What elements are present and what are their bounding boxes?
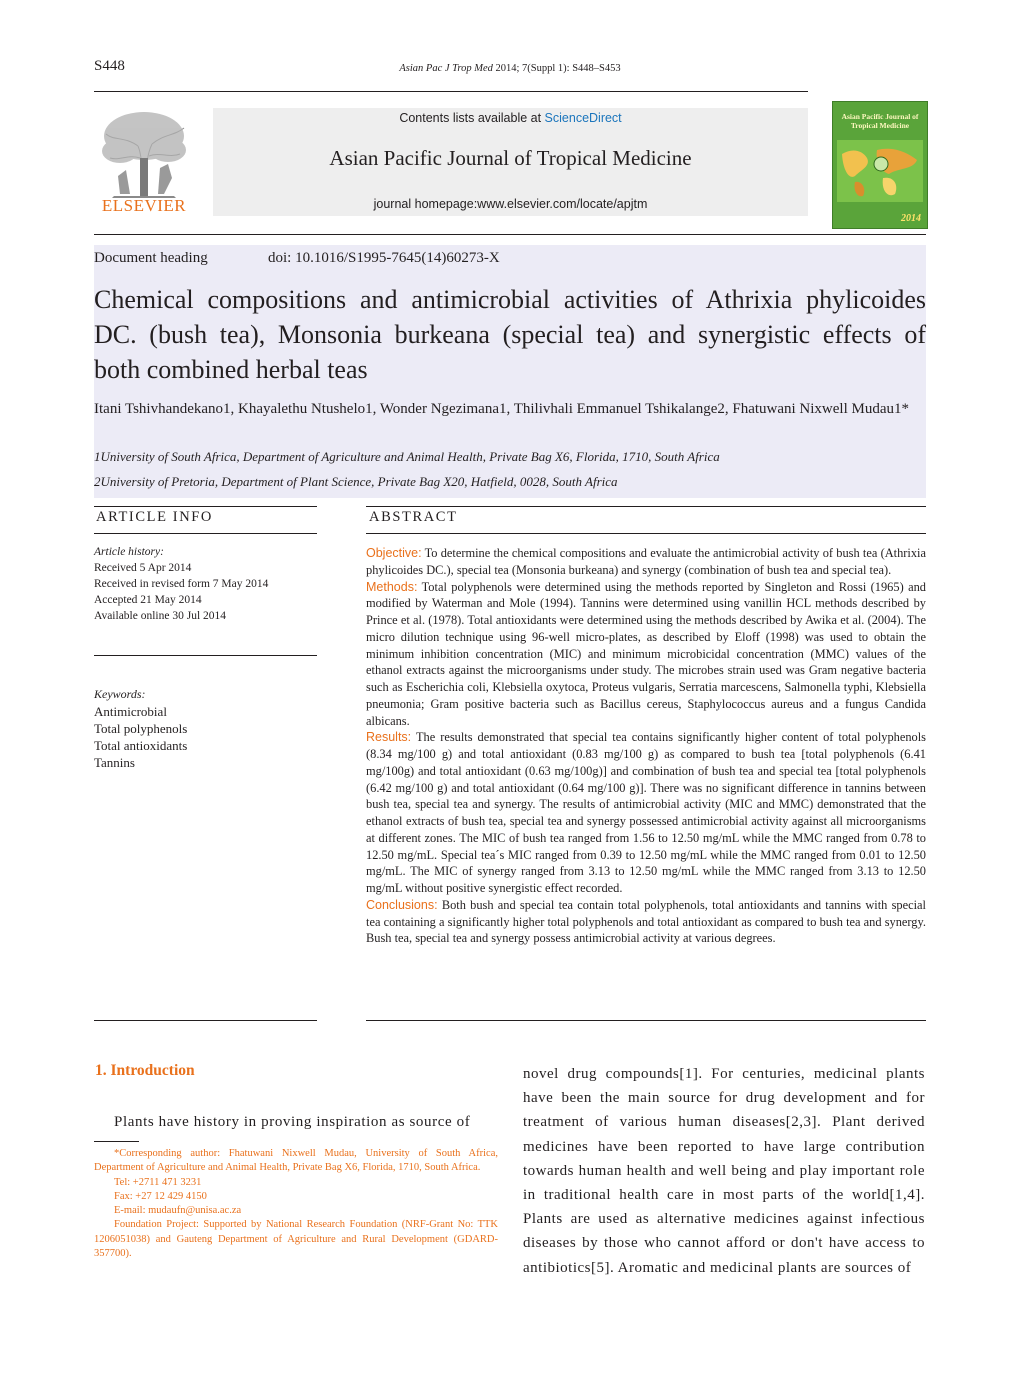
keywords bbox=[94, 686, 317, 771]
corresponding-author-note: *Corresponding author: Fhatuwani Nixwell Mudau, University of South Africa, Department of Agriculture and Animal Health, Private Bag X6, Florida, 1710, South Africa. bbox=[94, 1148, 498, 1174]
title-line-2: DC. (bush tea), Monsonia burkeana (special tea) and synergistic effects of bbox=[94, 320, 926, 349]
revised-date: Received in revised form 7 May 2014 bbox=[94, 578, 269, 590]
footnote-fax: Fax: +27 12 429 4150 bbox=[114, 1190, 207, 1202]
elsevier-wordmark: ELSEVIER bbox=[101, 196, 187, 215]
keyword: Total polyphenols bbox=[94, 721, 188, 736]
foundation-project-note: Foundation Project: Supported by National Research Foundation (NRF-Grant No: TTK 1206051038) and Gauteng Department of Agriculture and Rural Development (GDARD-357700). bbox=[94, 1219, 498, 1260]
cover-title: Asian Pacific Journal of Tropical Medicine bbox=[841, 112, 919, 130]
abstract-rule-top bbox=[366, 506, 926, 507]
conclusions-text: Both bush and special tea contain total polyphenols, total antioxidants and tannins with special tea containing a significantly higher total polyphenols and total antioxidant as compared to bush tea and synergy. Bush tea, special tea and synergy possess antimicrobial activity at various degrees. bbox=[366, 897, 927, 946]
abstract-conclusions bbox=[366, 897, 926, 947]
contents-prefix: Contents lists available at bbox=[399, 111, 545, 125]
results-text: The results demonstrated that special tea contains significantly higher content of total polyphenols (8.34 mg/100 g) and total antioxidant (0.83 mg/100 g) as compared to bush tea [total polyphenols (6.41 mg/100g) and total antioxidant (0.63 mg/100g)] and combination of bush tea and special tea [total polyphenols (6.42 mg/100 g) and total antioxidant (0.64 mg/100 g)]. There was no significant difference in tannins between bush tea, special tea and synergy. The results of antimicrobial activity (MIC and MMC) demonstrated that the ethanol extracts of bush tea, special tea and synergy possessed antimicrobial activity against all microorganisms at different zones. The MIC of bush tea ranged from 1.56 to 12.50 mg/mL while the MMC ranged from 0.78 to 12.50 mg/mL. Special tea´s MIC ranged from 0.39 to 12.50 mg/mL while the MMC ranged from 0.01 to 12.50 mg/mL. The MIC of synergy ranged from 3.13 to 12.50 mg/mL while the MMC ranged from 3.13 to 12.50 mg/mL without positive synergistic effect recorded. bbox=[366, 730, 927, 895]
info-rule-3 bbox=[94, 655, 317, 656]
info-rule-bottom bbox=[94, 1020, 317, 1021]
journal-cover bbox=[832, 101, 928, 229]
footnote-tel: Tel: +2711 471 3231 bbox=[114, 1176, 202, 1188]
keywords-label: Keywords: bbox=[94, 687, 146, 701]
abstract-methods bbox=[366, 579, 926, 730]
methods-label: Methods: bbox=[366, 579, 418, 594]
online-date: Available online 30 Jul 2014 bbox=[94, 610, 227, 622]
header-rule bbox=[94, 91, 808, 92]
abstract-results bbox=[366, 729, 926, 897]
keyword: Tannins bbox=[94, 755, 135, 770]
citation-volume: 2014; 7(Suppl 1): S448–S453 bbox=[492, 63, 621, 74]
affiliation-2: 2University of Pretoria, Department of Plant Science, Private Bag X20, Hatfield, 0028, South Africa bbox=[94, 474, 618, 489]
accepted-date: Accepted 21 May 2014 bbox=[94, 594, 202, 606]
introduction-right-text: novel drug compounds[1]. For centuries, medicinal plants have been the main source for drug development and for treatment of various human diseases[2,3]. Plant derived medicines have been reported to have large contribution towards human health and well being and play important role in traditional health care in most parts of the world[1,4]. Plants are used as alternative medicines against infectious diseases by those who cannot afford or don't have access to antibiotics[5]. Aromatic and medicinal plants are sources of bbox=[523, 1066, 925, 1276]
info-rule-top bbox=[94, 506, 317, 507]
sciencedirect-link[interactable]: ScienceDirect bbox=[544, 111, 622, 125]
methods-text: Total polyphenols were determined using the methods reported by Singleton and Rossi (1965) and modified by Waterman and Mole (1994). Tannins were determined using vanillin HCL methods described by Prince et al. (1978). Total antioxidants were determined using the methods described by Awika et al. (2004). The micro dilution technique using 96-well micro-plates, as described by Eloff (1998) was used to obtain the minimum inhibition concentration (MIC) and minimum microbicidal concentration (MMC) values of the ethanol extracts against the microorganisms under study. The microbes strain used was Gram negative bacteria such as Escherichia coli, Klebsiella oxytoca, Proteus vulgaris, Serratia marcescens, Salmonella typhi, Klebsiella pneumonia; Gram positive bacteria such as Bacillus cereus, Staphylococcus aureus and a fungus Candida albicans. bbox=[366, 579, 926, 728]
abstract-rule-2 bbox=[366, 533, 926, 534]
received-date: Received 5 Apr 2014 bbox=[94, 562, 192, 574]
keyword: Total antioxidants bbox=[94, 738, 188, 753]
abstract-objective bbox=[366, 545, 926, 579]
conclusions-label: Conclusions: bbox=[366, 897, 438, 912]
abstract-rule-bottom bbox=[366, 1020, 926, 1021]
title-line-3: both combined herbal teas bbox=[94, 355, 368, 384]
info-rule-2 bbox=[94, 533, 317, 534]
journal-homepage-link[interactable]: journal homepage:www.elsevier.com/locate/apjtm bbox=[373, 197, 648, 211]
history-label: Article history: bbox=[94, 546, 164, 558]
article-history bbox=[94, 544, 317, 624]
affiliation-1: 1University of South Africa, Department of Agriculture and Animal Health, Private Bag X6, Florida, 1710, South Africa bbox=[94, 449, 720, 464]
footnote-email[interactable]: E-mail: mudaufn@unisa.ac.za bbox=[114, 1205, 242, 1217]
objective-text: To determine the chemical compositions and evaluate the antimicrobial activity of bush tea (Athrixia phylicoides DC.), special tea (Monsonia burkeana) and synergy (combination of bush tea and special tea). bbox=[366, 546, 926, 577]
banner-rule bbox=[94, 234, 926, 235]
introduction-left-text: Plants have history in proving inspiration as source of bbox=[114, 1114, 471, 1130]
article-info-heading: ARTICLE INFO bbox=[96, 509, 214, 525]
cover-year: 2014 bbox=[901, 213, 921, 224]
journal-title: Asian Pacific Journal of Tropical Medicine bbox=[329, 146, 692, 170]
objective-label: Objective: bbox=[366, 546, 422, 560]
abstract-body bbox=[366, 545, 926, 947]
cover-map-image bbox=[837, 140, 923, 202]
author-list: Itani Tshivhandekano1, Khayalethu Ntushelo1, Wonder Ngezimana1, Thilivhali Emmanuel Tshikalange2, Fhatuwani Nixwell Mudau1* bbox=[94, 401, 910, 417]
doi[interactable]: doi: 10.1016/S1995-7645(14)60273-X bbox=[268, 250, 500, 266]
introduction-heading: 1. Introduction bbox=[95, 1062, 195, 1079]
page-number: S448 bbox=[94, 58, 125, 74]
footnote-rule bbox=[94, 1141, 139, 1142]
citation-journal: Asian Pac J Trop Med bbox=[399, 63, 493, 74]
keyword: Antimicrobial bbox=[94, 704, 167, 719]
abstract-heading: ABSTRACT bbox=[369, 509, 458, 525]
contents-line bbox=[213, 111, 808, 125]
title-line-1: Chemical compositions and antimicrobial activities of Athrixia phylicoides bbox=[94, 285, 926, 314]
document-heading-label: Document heading bbox=[94, 250, 208, 266]
footnotes bbox=[94, 1147, 498, 1261]
running-citation bbox=[330, 63, 690, 74]
article-title bbox=[94, 282, 926, 387]
results-label: Results: bbox=[366, 730, 412, 745]
